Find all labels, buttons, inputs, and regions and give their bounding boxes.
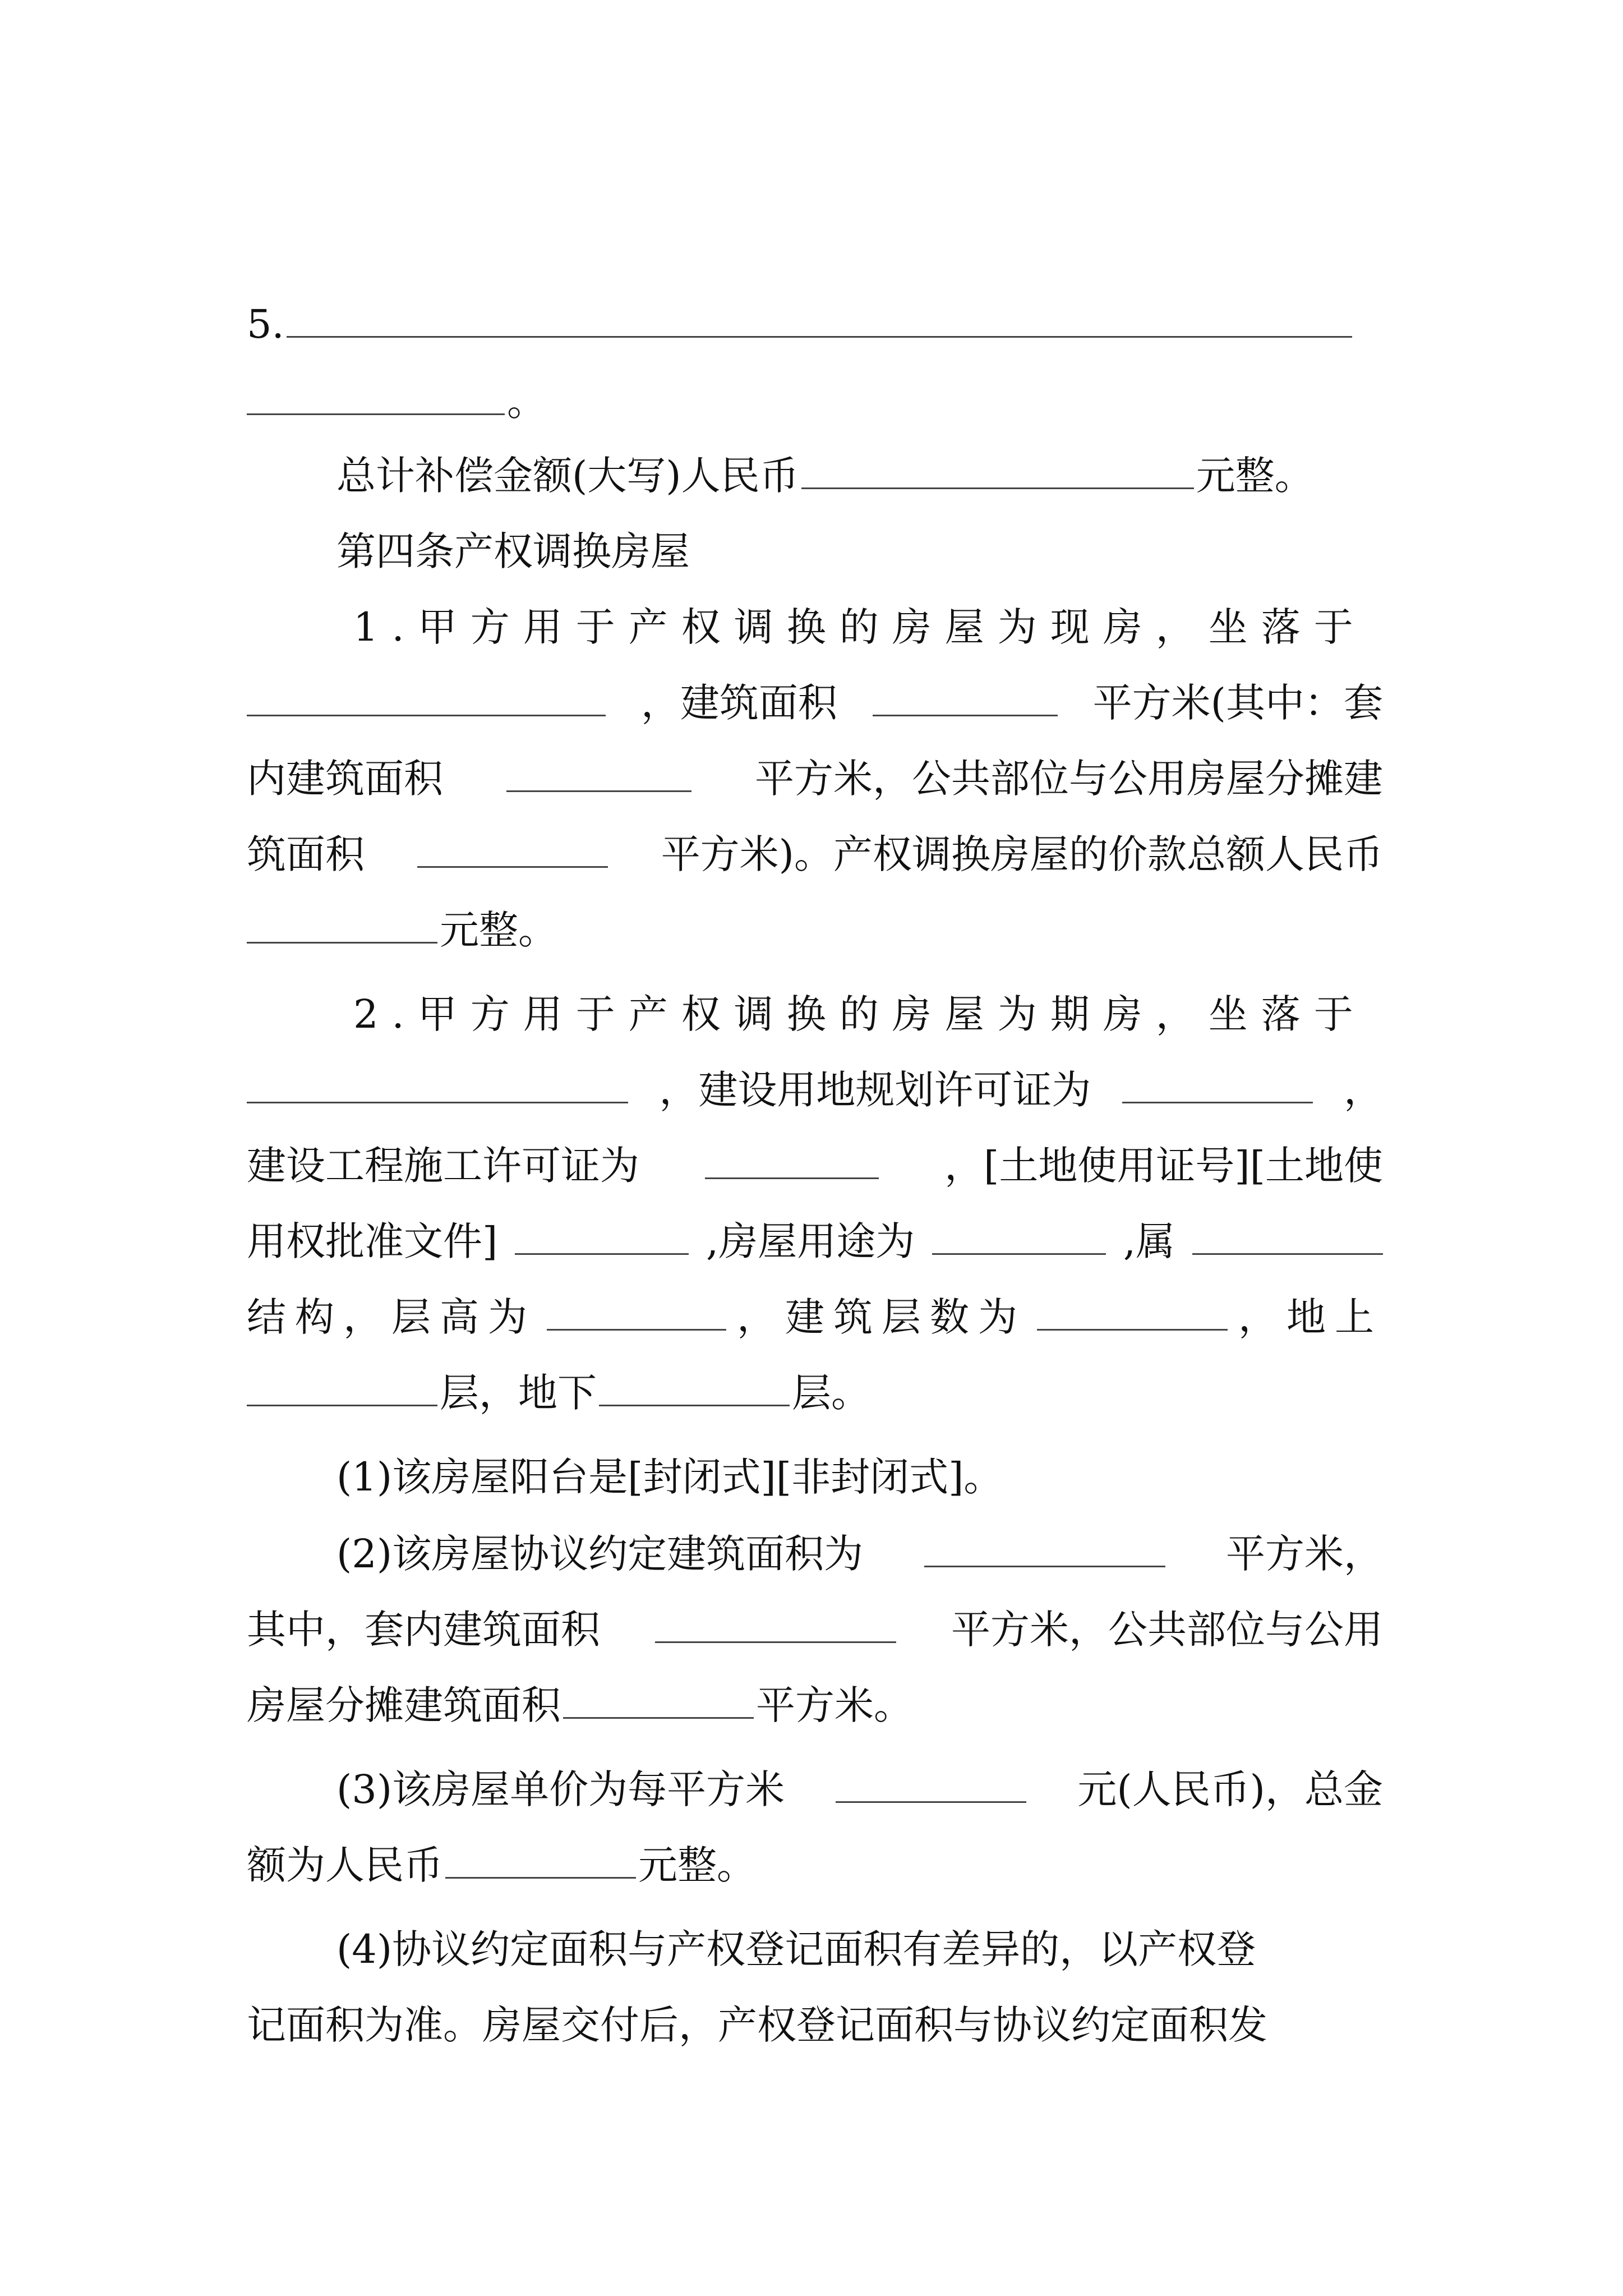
p2-text: 2.甲方用于产权调换的房屋为期房，坐落于 xyxy=(353,991,1367,1037)
subitem-3-line-1 xyxy=(336,1763,1383,1816)
p2-text: ，地上 xyxy=(1238,1294,1383,1340)
p2-line-2 xyxy=(247,1063,1383,1117)
blank-field[interactable] xyxy=(1122,1067,1313,1103)
subitem-4-text: (4)协议约定面积与产权登记面积有差异的，以产权登 xyxy=(336,1926,1256,1972)
p1-text: 1.甲方用于产权调换的房屋为现房，坐落于 xyxy=(353,604,1367,650)
blank-field[interactable] xyxy=(247,680,606,716)
blank-field[interactable] xyxy=(801,453,1194,489)
blank-field[interactable] xyxy=(417,831,608,868)
blank-field[interactable] xyxy=(287,301,1352,338)
p1-text: ，建筑面积 xyxy=(640,680,837,726)
article-title-text: 第四条产权调换房屋 xyxy=(336,528,690,574)
item-5-line xyxy=(247,297,1354,351)
p2-text: ,房屋用途为 xyxy=(706,1218,915,1264)
p2-line-4 xyxy=(247,1214,1383,1268)
p1-line-5 xyxy=(247,903,557,957)
p2-text: 建设工程施工许可证为 xyxy=(247,1143,639,1189)
item-5-continuation xyxy=(247,375,546,429)
p2-text: 层，地下 xyxy=(440,1370,597,1416)
article-4-title xyxy=(336,524,690,578)
blank-field[interactable] xyxy=(655,1607,896,1643)
subitem-3-text: 元整。 xyxy=(638,1842,756,1888)
subitem-2-text: (2)该房屋协议约定建筑面积为 xyxy=(336,1531,864,1577)
p2-text: ，建设用地规划许可证为 xyxy=(659,1067,1091,1113)
p2-text: ， xyxy=(1343,1067,1383,1113)
subitem-1-line xyxy=(336,1450,1003,1504)
total-compensation-line xyxy=(336,449,1314,503)
item-5-label: 5. xyxy=(247,301,284,347)
p2-line-5 xyxy=(247,1290,1383,1344)
subitem-4-line-2 xyxy=(247,1998,1267,2052)
blank-field[interactable] xyxy=(247,379,505,415)
blank-field[interactable] xyxy=(924,1531,1165,1567)
subitem-2-text: 平方米，公共部位与公用 xyxy=(951,1607,1383,1653)
subitem-3-text: 额为人民币 xyxy=(247,1842,443,1888)
blank-field[interactable] xyxy=(1037,1294,1228,1331)
blank-field[interactable] xyxy=(873,680,1058,716)
p1-text: 元整。 xyxy=(440,907,557,953)
subitem-3-line-2 xyxy=(247,1838,756,1892)
subitem-2-text: 房屋分摊建筑面积 xyxy=(247,1682,561,1728)
subitem-1-text: (1)该房屋阳台是[封闭式][非封闭式]。 xyxy=(336,1454,1003,1500)
blank-field[interactable] xyxy=(247,1370,437,1406)
p1-text: 平方米，公共部位与公用房屋分摊建 xyxy=(755,756,1383,802)
p2-text: ,属 xyxy=(1123,1218,1175,1264)
blank-field[interactable] xyxy=(836,1766,1026,1803)
p2-text: 结构，层高为 xyxy=(247,1294,536,1340)
p1-line-4 xyxy=(247,827,1383,881)
total-label: 总计补偿金额(大写)人民币 xyxy=(336,453,799,499)
subitem-2-text: 其中，套内建筑面积 xyxy=(247,1607,600,1653)
subitem-4-text: 记面积为准。房屋交付后，产权登记面积与协议约定面积发 xyxy=(247,2002,1267,2048)
p2-text: 层。 xyxy=(792,1370,870,1416)
blank-field[interactable] xyxy=(247,1067,628,1103)
subitem-3-text: 元(人民币)，总金 xyxy=(1077,1766,1383,1812)
subitem-3-text: (3)该房屋单价为每平方米 xyxy=(336,1766,785,1812)
p1-text: 筑面积 xyxy=(247,831,365,877)
total-suffix: 元整。 xyxy=(1196,453,1314,499)
p1-text: 平方米)。产权调换房屋的价款总额人民币 xyxy=(661,831,1383,877)
blank-field[interactable] xyxy=(932,1218,1106,1255)
p1-text: 内建筑面积 xyxy=(247,756,443,802)
blank-field[interactable] xyxy=(1192,1218,1383,1255)
period-mark: 。 xyxy=(507,379,546,425)
p1-line-3 xyxy=(247,752,1383,806)
blank-field[interactable] xyxy=(705,1143,879,1179)
p2-line-1 xyxy=(353,987,1383,1041)
p2-text: ，[土地使用证号][土地使 xyxy=(944,1143,1383,1189)
p1-line-1 xyxy=(353,600,1383,654)
blank-field[interactable] xyxy=(563,1682,754,1719)
blank-field[interactable] xyxy=(247,907,437,944)
p2-text: ，建筑层数为 xyxy=(737,1294,1026,1340)
p2-text: 用权批准文件] xyxy=(247,1218,498,1264)
blank-field[interactable] xyxy=(547,1294,726,1331)
subitem-2-line-3 xyxy=(247,1678,913,1732)
p1-line-2 xyxy=(247,676,1383,730)
subitem-4-line-1 xyxy=(336,1922,1256,1976)
p1-text: 平方米(其中：套 xyxy=(1092,680,1383,726)
blank-field[interactable] xyxy=(445,1842,636,1879)
blank-field[interactable] xyxy=(506,756,691,792)
subitem-2-text: 平方米， xyxy=(1226,1531,1383,1577)
subitem-2-line-2 xyxy=(247,1603,1383,1657)
blank-field[interactable] xyxy=(515,1218,689,1255)
subitem-2-line-1 xyxy=(336,1527,1383,1581)
p2-line-6 xyxy=(247,1366,870,1420)
p2-line-3 xyxy=(247,1139,1383,1193)
blank-field[interactable] xyxy=(599,1370,790,1406)
subitem-2-text: 平方米。 xyxy=(756,1682,913,1728)
